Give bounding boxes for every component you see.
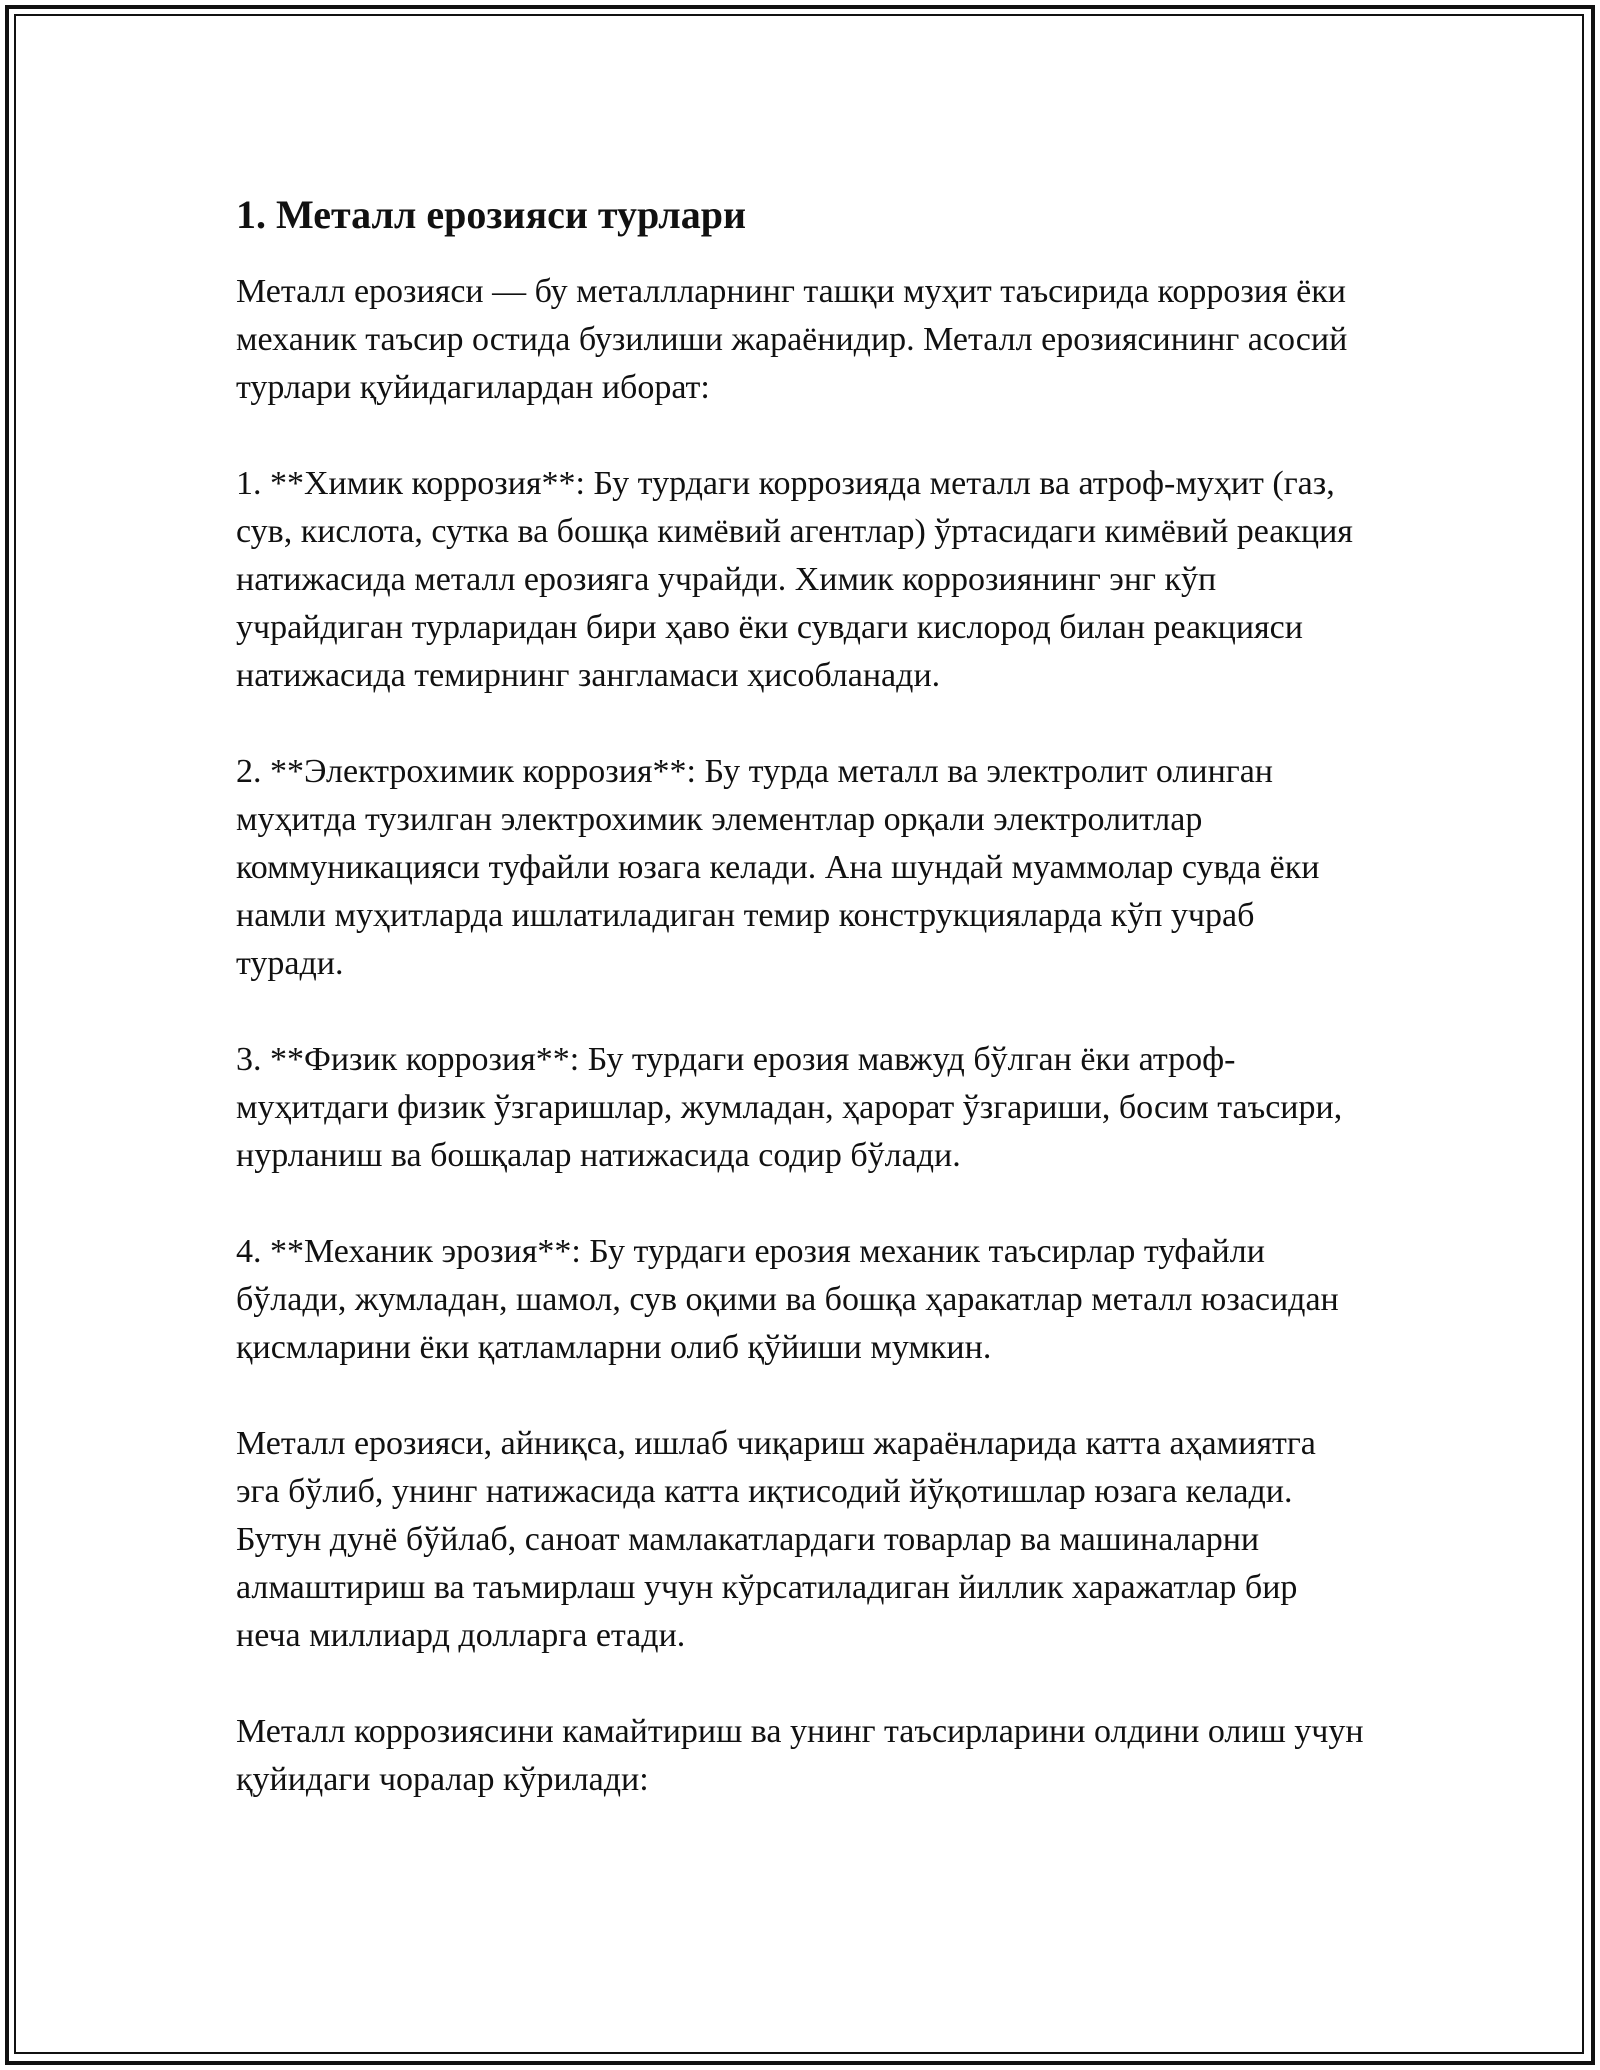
- document-body: [236, 184, 1373, 1852]
- paragraph-physical-corrosion: 3. **Физик коррозия**: Бу турдаги ерозия мавжуд бўлган ёки атроф-муҳитдаги физик ўзгаришлар, жумладан, ҳарорат ўзгариши, босим таъсири, нурланиш ва бошқалар натижасида содир бўлади.: [236, 1041, 1351, 1174]
- paragraph-electrochemical-corrosion: 2. **Электрохимик коррозия**: Бу турда металл ва электролит олинган муҳитда тузилган электрохимик элементлар орқали электролитлар коммуникацияси туфайли юзага келади. Ана шундай муаммолар сувда ёки намли муҳитларда ишлатиладиган темир конструкцияларда кўп учраб туради.: [236, 753, 1328, 982]
- paragraph-economic-impact: Металл ерозияси, айниқса, ишлаб чиқариш жараёнларида катта аҳамиятга эга бўлиб, унинг натижасида катта иқтисодий йўқотишлар юзага келади. Бутун дунё бўйлаб, саноат мамлакатлардаги товарлар ва машиналарни алмаштириш ва таъмирлаш учун кўрсатиладиган йиллик харажатлар бир неча миллиард долларга етади.: [236, 1425, 1325, 1654]
- paragraph-chemical-corrosion: 1. **Химик коррозия**: Бу турдаги коррозияда металл ва атроф-муҳит (газ, сув, кислота, сутка ва бошқа кимёвий агентлар) ўртасидаги кимёвий реакция натижасида металл ерозияга учрайди. Химик коррозиянинг энг кўп учрайдиган турларидан бири ҳаво ёки сувдаги кислород билан реакцияси натижасида темирнинг зангламаси ҳисобланади.: [236, 465, 1362, 694]
- paragraph-prevention-measures: Металл коррозиясини камайтириш ва унинг таъсирларини олдини олиш учун қуйидаги чоралар кўрилади:: [236, 1713, 1373, 1798]
- intro-paragraph: Металл ерозияси — бу металлларнинг ташқи муҳит таъсирида коррозия ёки механик таъсир остида бузилиши жараёнидир. Металл ерозиясининг асосий турлари қуйидагилардан иборат:: [236, 273, 1356, 406]
- document-title: 1. Металл ерозияси турлари: [236, 192, 747, 237]
- paragraph-mechanical-erosion: 4. **Механик эрозия**: Бу турдаги ерозия механик таъсирлар туфайли бўлади, жумладан, шамол, сув оқими ва бошқа ҳаракатлар металл юзасидан қисмларини ёки қатламларни олиб қўйиши мумкин.: [236, 1233, 1348, 1366]
